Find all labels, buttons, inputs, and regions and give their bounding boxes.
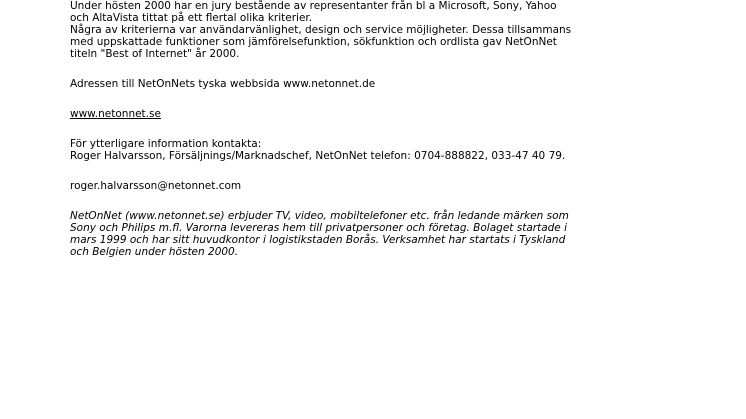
- jury-paragraph: [70, 0, 630, 60]
- contact-email: roger.halvarsson@netonnet.com: [70, 180, 242, 192]
- contact-line-1: För ytterligare information kontakta:: [70, 138, 262, 150]
- spacer: [70, 162, 630, 180]
- contact-block: [70, 138, 630, 162]
- jury-line-1: Under hösten 2000 har en jury bestående av representanter från bl a Microsoft, Sony, Yahoo: [70, 0, 557, 12]
- about-line-2: Sony och Philips m.fl. Varorna levereras hem till privatpersoner och företag. Bolaget startade i: [70, 222, 568, 234]
- jury-line-5: titeln "Best of Internet" år 2000.: [70, 48, 240, 60]
- about-line-1: NetOnNet (www.netonnet.se) erbjuder TV, video, mobiltelefoner etc. från ledande märken som: [70, 210, 569, 222]
- contact-line-2: Roger Halvarsson, Försäljnings/Marknadschef, NetOnNet telefon: 0704-888822, 033-47 40 79.: [70, 150, 566, 162]
- jury-line-4: med uppskattade funktioner som jämförelsefunktion, sökfunktion och ordlista gav NetOnNet: [70, 36, 557, 48]
- spacer: [70, 192, 630, 210]
- spacer: [70, 90, 630, 108]
- about-line-3: mars 1999 och har sitt huvudkontor i logistikstaden Borås. Verksamhet har startats i Tyskland: [70, 234, 566, 246]
- website-link[interactable]: www.netonnet.se: [70, 108, 161, 120]
- jury-line-3: Några av kriterierna var användarvänlighet, design och service möjligheter. Dessa tillsammans: [70, 24, 572, 36]
- german-site-text: Adressen till NetOnNets tyska webbsida www.netonnet.de: [70, 78, 376, 90]
- about-line-4: och Belgien under hösten 2000.: [70, 246, 239, 258]
- spacer: [70, 60, 630, 78]
- jury-line-2: och AltaVista tittat på ett flertal olika kriterier.: [70, 12, 313, 24]
- spacer: [70, 120, 630, 138]
- about-paragraph: [70, 210, 630, 258]
- press-release-body: [70, 0, 630, 258]
